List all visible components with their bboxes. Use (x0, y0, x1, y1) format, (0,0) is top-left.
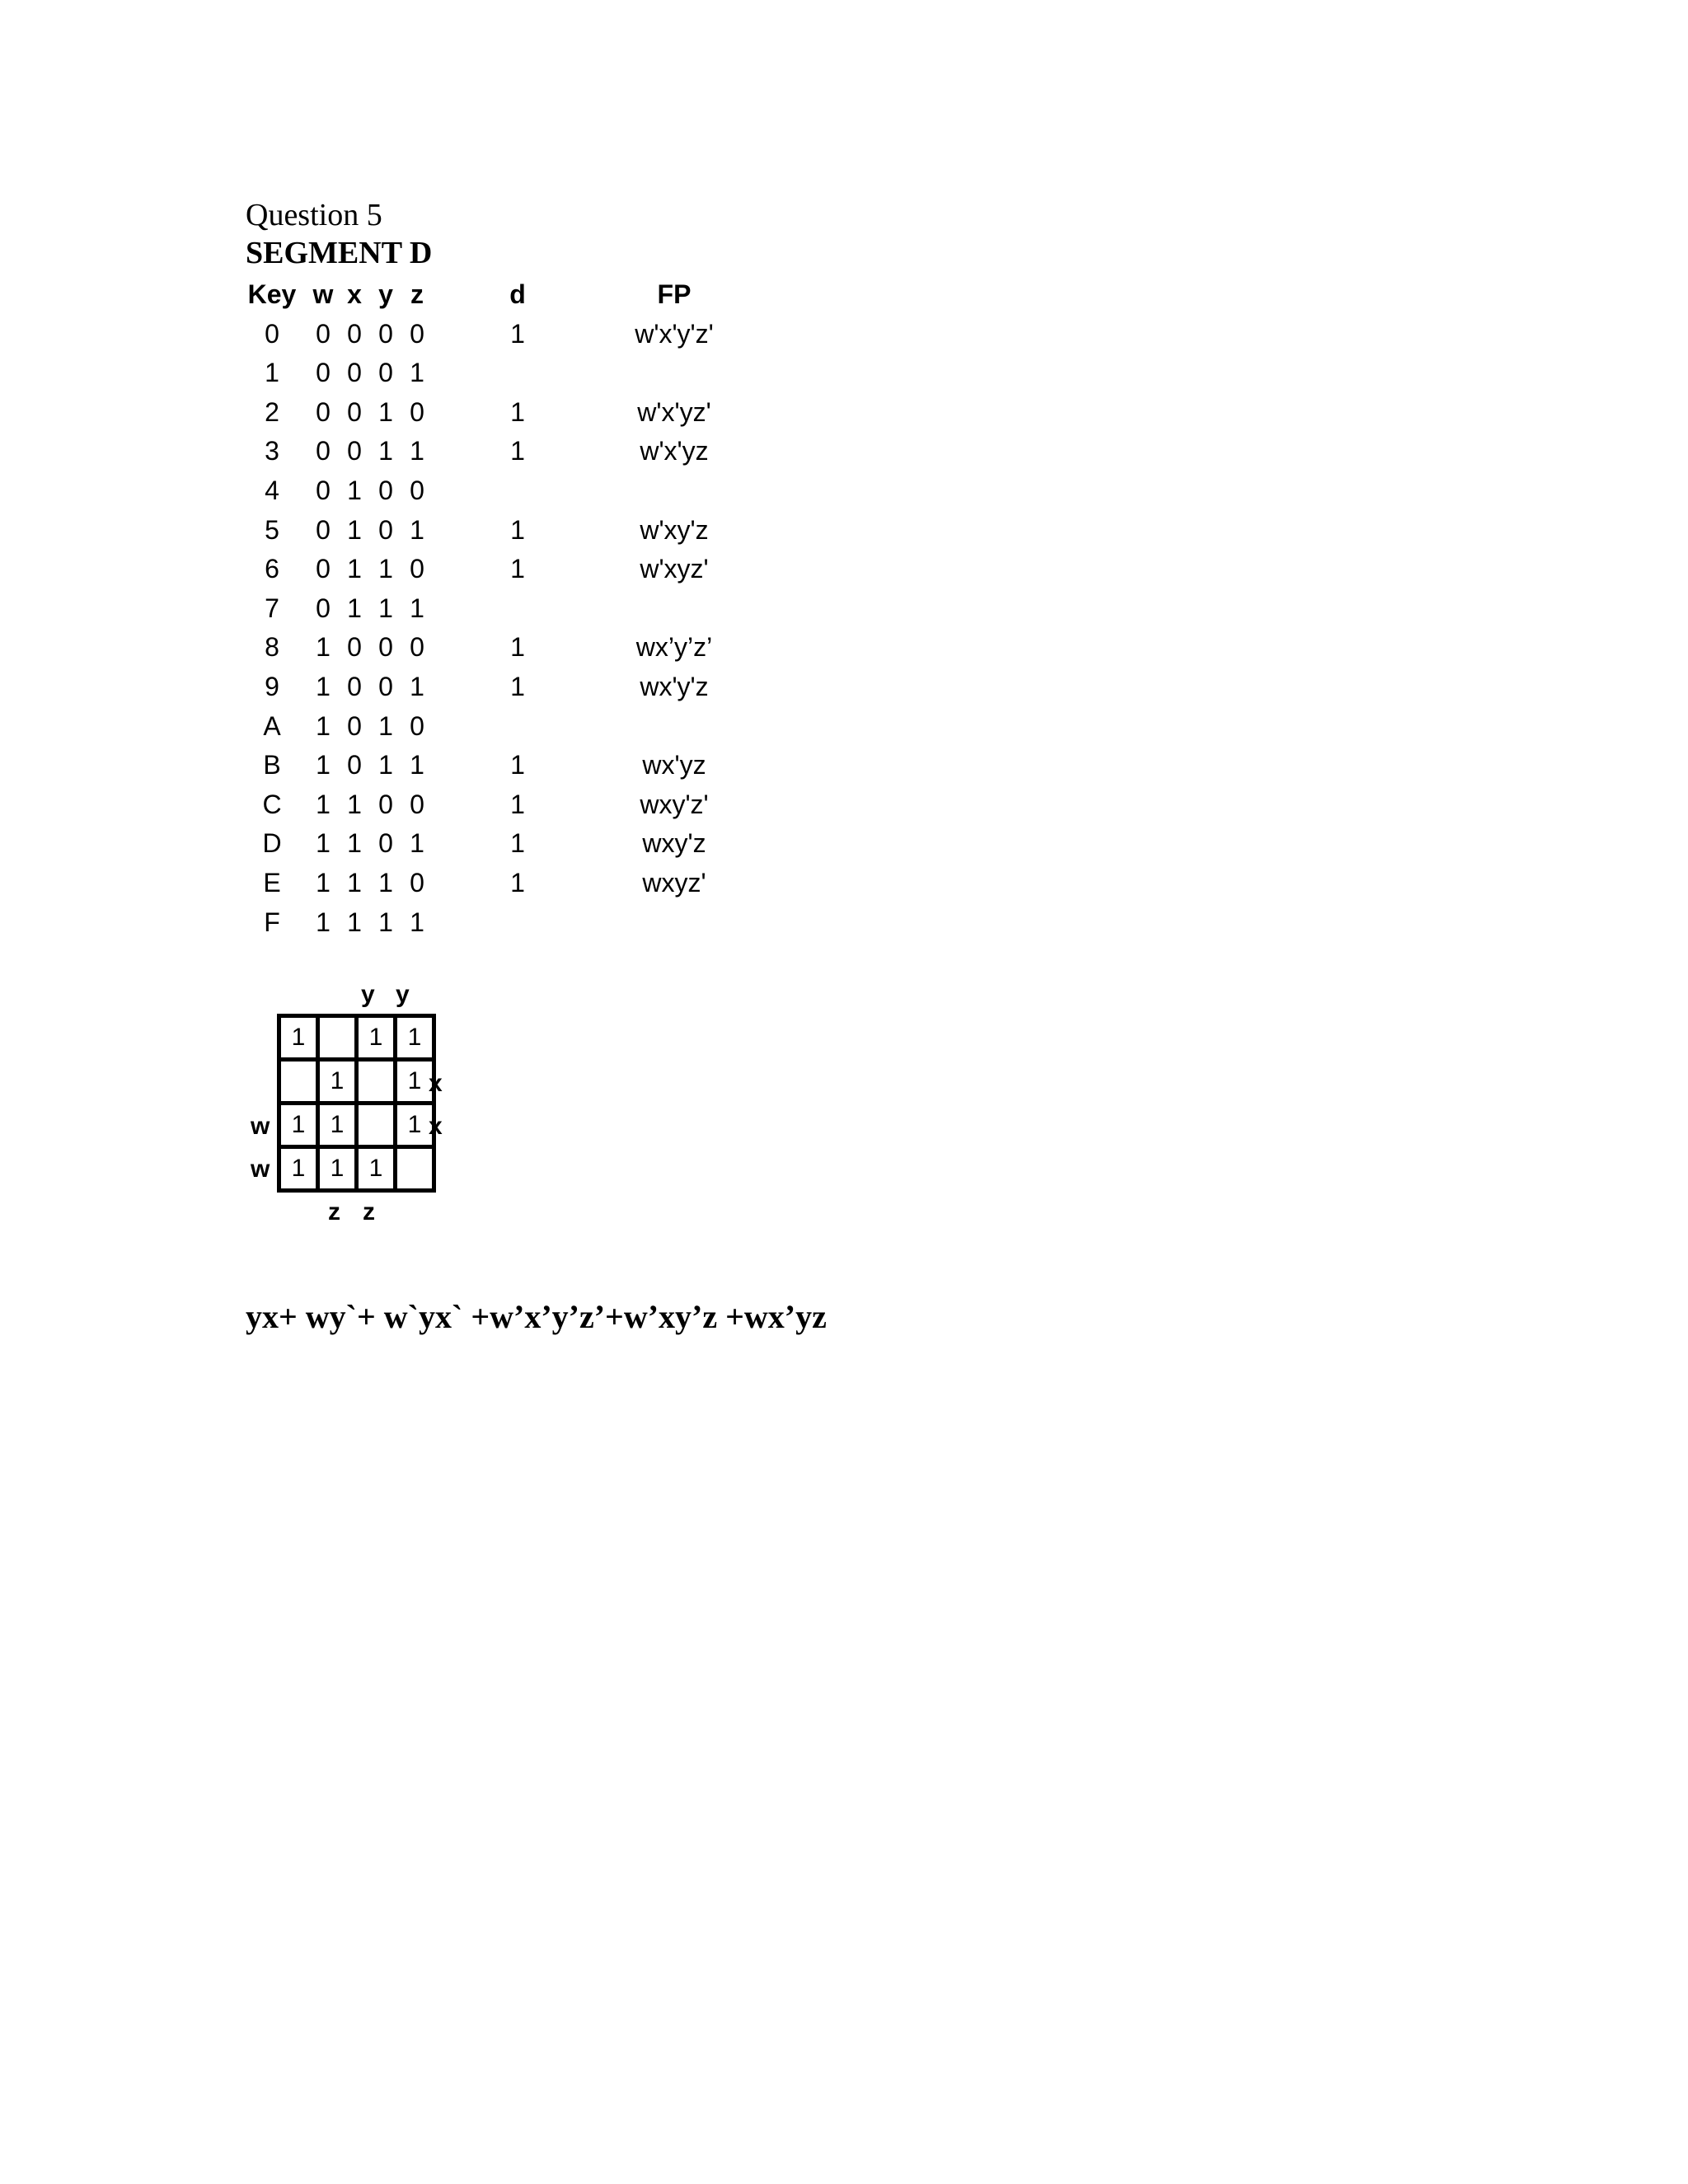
row-x: 0 (347, 396, 362, 427)
row-w: 0 (316, 514, 331, 545)
row-x: 1 (347, 554, 362, 584)
row-w: 0 (316, 436, 331, 466)
row-key: 1 (265, 358, 279, 388)
kmap-right-label: x (429, 1113, 443, 1140)
header-y: y (378, 279, 393, 309)
kmap-left-label: w (251, 1155, 270, 1183)
row-y: 1 (378, 750, 393, 780)
row-key: B (263, 750, 281, 780)
row-key: 4 (265, 475, 279, 505)
row-key: 7 (265, 593, 279, 623)
row-d: 1 (510, 828, 525, 859)
row-key: 6 (265, 554, 279, 584)
kmap-cell: 1 (279, 1104, 318, 1147)
row-x: 1 (347, 475, 362, 505)
row-w: 1 (316, 828, 331, 859)
kmap-row (279, 1060, 434, 1104)
row-fp: wxy'z (642, 828, 706, 859)
row-d: 1 (510, 750, 525, 780)
row-x: 0 (347, 710, 362, 741)
row-z: 0 (410, 867, 424, 898)
row-y: 0 (378, 671, 393, 701)
row-w: 0 (316, 475, 331, 505)
row-y: 0 (378, 514, 393, 545)
row-fp: wx'y'z (640, 671, 709, 701)
row-w: 1 (316, 789, 331, 819)
header-z: z (410, 279, 424, 309)
row-x: 0 (347, 436, 362, 466)
row-key: 2 (265, 396, 279, 427)
row-w: 1 (316, 710, 331, 741)
row-w: 1 (316, 750, 331, 780)
row-w: 0 (316, 358, 331, 388)
row-d: 1 (510, 632, 525, 663)
row-y: 0 (378, 789, 393, 819)
kmap-top-label: y (396, 981, 410, 1008)
row-z: 1 (410, 907, 424, 937)
header-w: w (312, 279, 334, 309)
row-z: 0 (410, 475, 424, 505)
kmap-cell (396, 1147, 434, 1191)
row-z: 0 (410, 318, 424, 349)
row-w: 1 (316, 907, 331, 937)
row-d: 1 (510, 789, 525, 819)
row-y: 0 (378, 828, 393, 859)
kmap-left-label: w (251, 1113, 270, 1140)
row-d: 1 (510, 436, 525, 466)
row-d: 1 (510, 554, 525, 584)
row-w: 0 (316, 318, 331, 349)
kmap-cell: 1 (357, 1147, 396, 1191)
row-x: 0 (347, 750, 362, 780)
row-x: 1 (347, 514, 362, 545)
row-fp: wx’y’z’ (635, 632, 713, 663)
row-key: D (262, 828, 282, 859)
row-y: 1 (378, 396, 393, 427)
row-key: 0 (265, 318, 279, 349)
row-y: 0 (378, 475, 393, 505)
kmap-cell (279, 1060, 318, 1104)
row-x: 1 (347, 828, 362, 859)
karnaugh-map (246, 981, 460, 1236)
row-z: 1 (410, 514, 424, 545)
row-x: 1 (347, 789, 362, 819)
kmap-cell: 1 (357, 1016, 396, 1060)
row-key: 5 (265, 514, 279, 545)
row-fp: w'x'y'z' (635, 318, 714, 349)
row-y: 1 (378, 710, 393, 741)
row-x: 1 (347, 907, 362, 937)
kmap-cell: 1 (396, 1060, 434, 1104)
kmap-right-label: x (429, 1070, 443, 1097)
row-x: 1 (347, 867, 362, 898)
kmap-bottom-label: z (328, 1198, 340, 1226)
segment-title: SEGMENT D (246, 236, 433, 270)
row-w: 1 (316, 632, 331, 663)
kmap-cell: 1 (396, 1104, 434, 1147)
row-fp: wxyz' (642, 867, 706, 898)
row-y: 1 (378, 867, 393, 898)
row-fp: w'x'yz' (637, 396, 711, 427)
row-key: F (264, 907, 280, 937)
boolean-expression: yx+ wy`+ w`yx` +w’x’y’z’+w’xy’z +wx’yz (246, 1298, 827, 1335)
kmap-cell: 1 (318, 1060, 357, 1104)
row-w: 0 (316, 554, 331, 584)
row-d: 1 (510, 867, 525, 898)
row-z: 1 (410, 593, 424, 623)
row-x: 1 (347, 593, 362, 623)
kmap-cell: 1 (318, 1147, 357, 1191)
row-z: 0 (410, 554, 424, 584)
header-d: d (509, 279, 526, 309)
row-y: 0 (378, 358, 393, 388)
row-x: 0 (347, 358, 362, 388)
row-y: 0 (378, 318, 393, 349)
header-key: Key (247, 279, 297, 309)
row-z: 1 (410, 828, 424, 859)
row-y: 1 (378, 554, 393, 584)
header-x: x (347, 279, 362, 309)
row-z: 0 (410, 710, 424, 741)
row-z: 1 (410, 436, 424, 466)
row-y: 0 (378, 632, 393, 663)
kmap-cell: 1 (396, 1016, 434, 1060)
kmap-row (279, 1104, 434, 1147)
kmap-cell: 1 (318, 1104, 357, 1147)
row-y: 1 (378, 593, 393, 623)
row-z: 0 (410, 789, 424, 819)
kmap-cell (357, 1060, 396, 1104)
row-z: 1 (410, 750, 424, 780)
row-x: 0 (347, 671, 362, 701)
row-fp: wxy'z' (640, 789, 709, 819)
row-w: 0 (316, 593, 331, 623)
kmap-cell (318, 1016, 357, 1060)
kmap-cell (357, 1104, 396, 1147)
row-key: 9 (265, 671, 279, 701)
row-z: 1 (410, 671, 424, 701)
row-x: 0 (347, 632, 362, 663)
row-fp: w'x'yz (640, 436, 709, 466)
row-z: 0 (410, 632, 424, 663)
row-y: 1 (378, 907, 393, 937)
kmap-grid (277, 1014, 436, 1193)
kmap-cell: 1 (279, 1016, 318, 1060)
row-x: 0 (347, 318, 362, 349)
kmap-row (279, 1016, 434, 1060)
row-d: 1 (510, 671, 525, 701)
row-d: 1 (510, 514, 525, 545)
row-key: C (262, 789, 282, 819)
row-z: 0 (410, 396, 424, 427)
row-w: 0 (316, 396, 331, 427)
row-fp: w'xy'z (640, 514, 709, 545)
row-key: A (263, 710, 281, 741)
row-d: 1 (510, 318, 525, 349)
row-w: 1 (316, 671, 331, 701)
row-d: 1 (510, 396, 525, 427)
kmap-top-label: y (361, 981, 375, 1008)
row-key: E (263, 867, 281, 898)
header-fp: FP (657, 279, 692, 309)
question-label: Question 5 (246, 198, 382, 232)
kmap-cell: 1 (279, 1147, 318, 1191)
row-fp: wx'yz (642, 750, 706, 780)
kmap-bottom-label: z (363, 1198, 375, 1226)
row-key: 8 (265, 632, 279, 663)
row-fp: w'xyz' (640, 554, 709, 584)
kmap-row (279, 1147, 434, 1191)
row-w: 1 (316, 867, 331, 898)
row-z: 1 (410, 358, 424, 388)
row-y: 1 (378, 436, 393, 466)
row-key: 3 (265, 436, 279, 466)
